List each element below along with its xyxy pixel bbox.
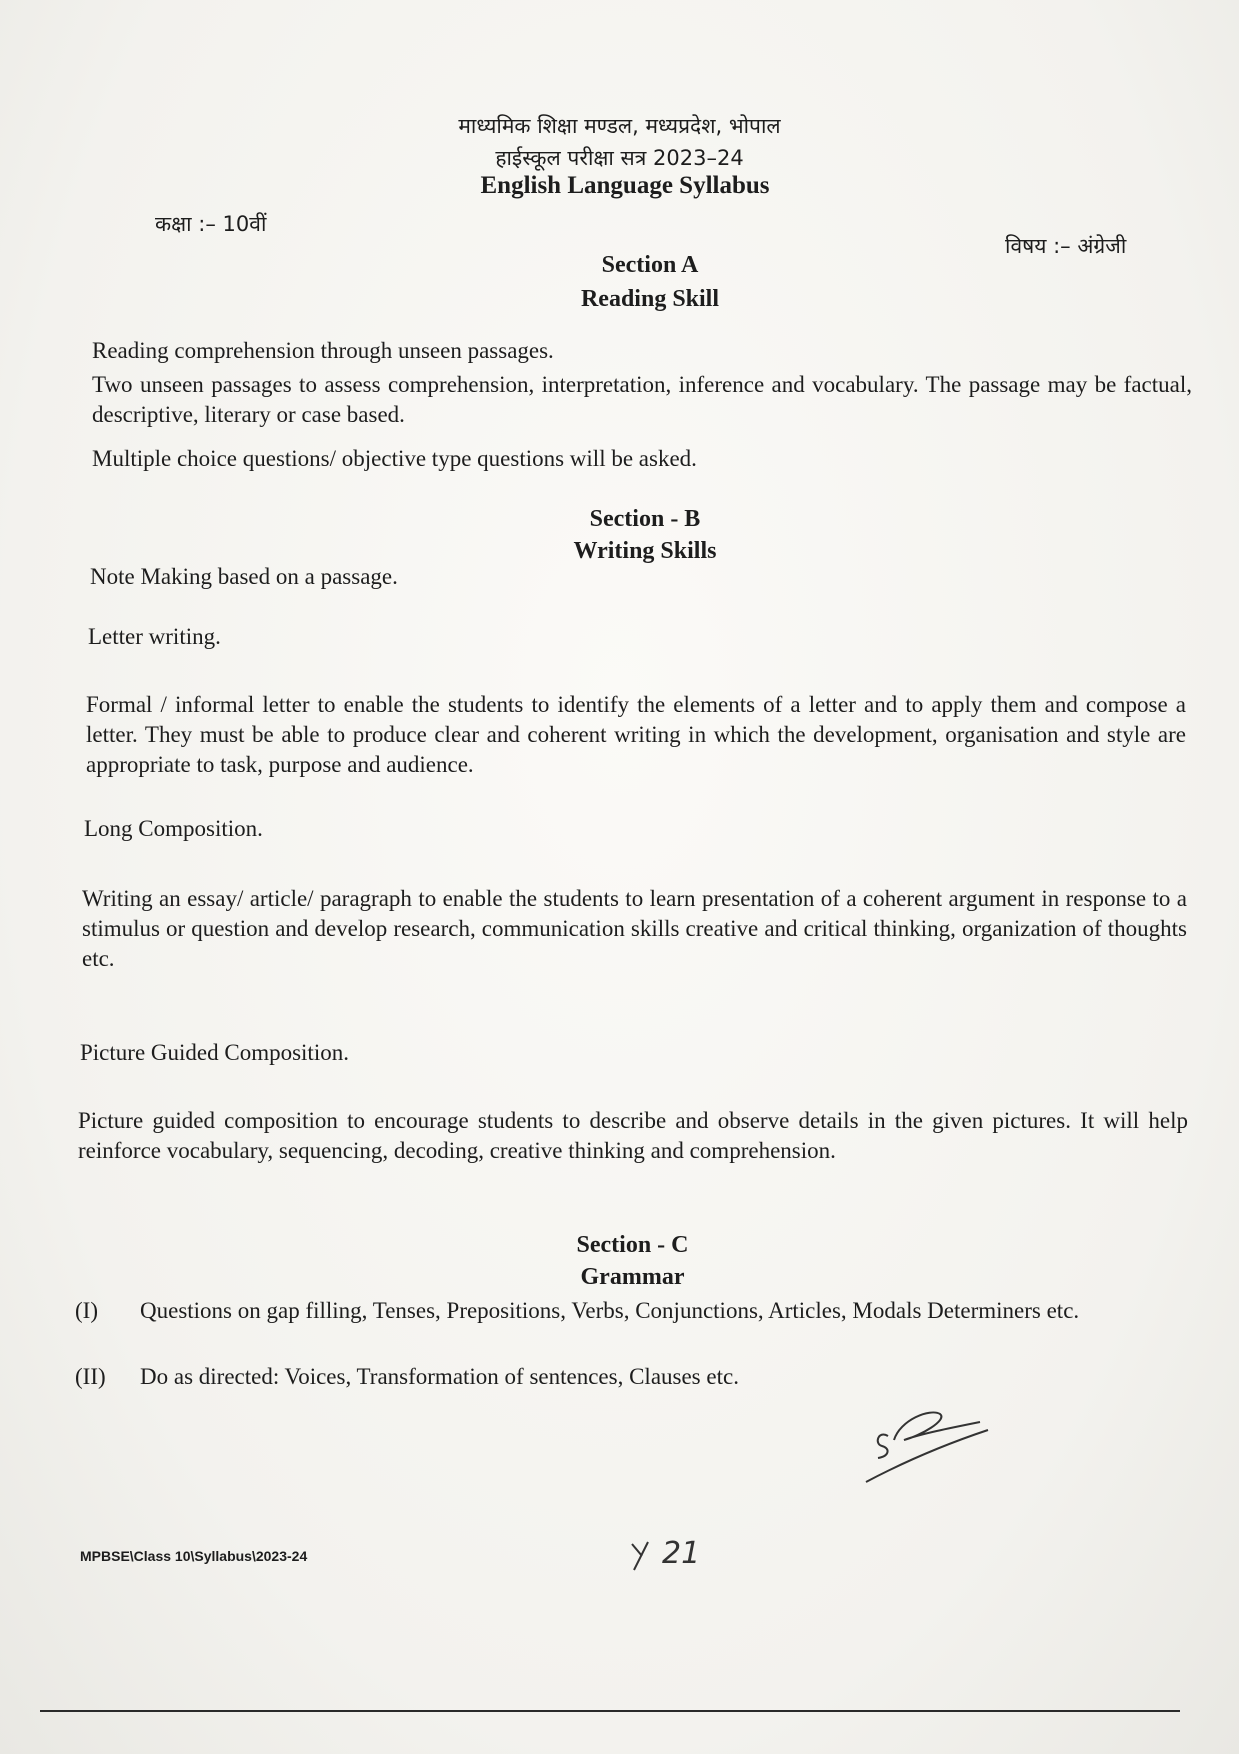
note-making-line: Note Making based on a passage. <box>90 564 398 589</box>
picture-composition-text: Picture guided composition to encourage students to describe and observe details in the given pictures. It will help reinforce vocabulary, sequencing, decoding, creative thinking and comprehension. <box>78 1108 1188 1163</box>
page-number-mark <box>628 1536 654 1576</box>
grammar-item <box>75 1296 1239 1360</box>
section-a-line-1: Reading comprehension through unseen passages. <box>92 338 554 363</box>
bottom-rule <box>40 1710 1180 1712</box>
section-a-heading: Section A <box>601 252 699 278</box>
class-label: कक्षा :– 10वीं <box>155 212 267 236</box>
grammar-item <box>75 1362 1239 1396</box>
section-c-subheading: Grammar <box>580 1264 685 1290</box>
subject-label: विषय :– अंग्रेजी <box>1005 234 1127 258</box>
exam-session: हाईस्कूल परीक्षा सत्र 2023–24 <box>495 146 744 170</box>
grammar-item-text: Questions on gap filling, Tenses, Prepositions, Verbs, Conjunctions, Articles, Modals Determiners etc. <box>140 1298 1080 1323</box>
section-a-line-3: Multiple choice questions/ objective type questions will be asked. <box>92 446 697 471</box>
board-name: माध्यमिक शिक्षा मण्डल, मध्यप्रदेश, भोपाल <box>458 114 781 138</box>
page-number: 21 <box>662 1536 701 1571</box>
grammar-item-text: Do as directed: Voices, Transformation of sentences, Clauses etc. <box>140 1364 739 1389</box>
letter-writing-heading: Letter writing. <box>88 624 221 649</box>
grammar-item-number: (II) <box>75 1364 106 1389</box>
letter-writing-text: Formal / informal letter to enable the students to identify the elements of a letter and to apply them and compose a letter. They must be able to produce clear and coherent writing in which the development, organisation and style are appropriate to task, purpose and audience. <box>86 692 1186 777</box>
section-b-subheading: Writing Skills <box>573 538 717 564</box>
section-a-line-2: Two unseen passages to assess comprehension, interpretation, inference and vocabulary. The passage may be factual, descriptive, literary or case based. <box>92 372 1192 427</box>
section-c-heading: Section - C <box>576 1232 689 1258</box>
footer-file-path: MPBSE\Class 10\Syllabus\2023-24 <box>80 1548 308 1564</box>
section-b-heading: Section - B <box>589 506 701 532</box>
section-a-subheading: Reading Skill <box>580 286 720 312</box>
signature <box>860 1400 1000 1490</box>
long-composition-text: Writing an essay/ article/ paragraph to enable the students to learn presentation of a coherent argument in response to a stimulus or question and develop research, communication skills creative and critical thinking, organization of thoughts etc. <box>82 886 1187 971</box>
picture-composition-heading: Picture Guided Composition. <box>80 1040 349 1065</box>
document-title: English Language Syllabus <box>480 172 770 199</box>
grammar-item-number: (I) <box>75 1298 98 1323</box>
long-composition-heading: Long Composition. <box>84 816 263 841</box>
